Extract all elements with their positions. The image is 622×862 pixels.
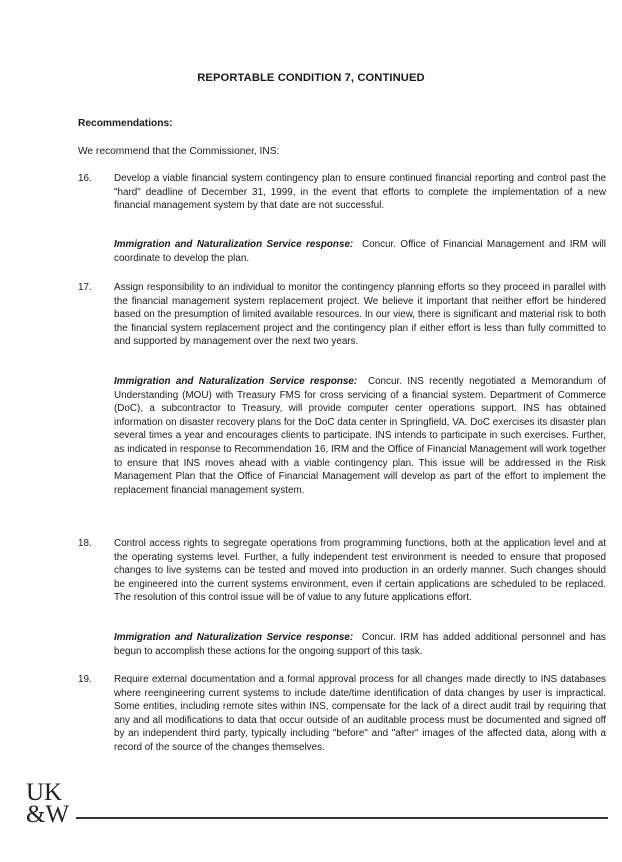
item-number: 17. xyxy=(78,282,92,293)
item-number: 16. xyxy=(78,173,92,184)
response-paragraph xyxy=(114,238,606,265)
response-paragraph xyxy=(114,631,606,658)
page-title: REPORTABLE CONDITION 7, CONTINUED xyxy=(197,72,425,84)
response-label: Immigration and Naturalization Service response: xyxy=(114,632,354,643)
recommendations-heading: Recommendations: xyxy=(78,118,173,129)
response-label: Immigration and Naturalization Service response: xyxy=(114,376,358,387)
item-number: 18. xyxy=(78,538,92,549)
response-text: Concur. IRM has added additional personnel and has begun to accomplish these actions for the ongoing support of this task. xyxy=(114,632,606,657)
logo-line-2: &W xyxy=(26,801,70,828)
response-text: Concur. INS recently negotiated a Memorandum of Understanding (MOU) with Treasury FMS for cross servicing of a financial system. Department of Commerce (DoC), a subcontractor to Treasury, will provide computer center operations support. INS has obtained information on disaster recovery plans for the DoC data center in Springfield, VA. DoC exercises its disaster plan several times a year and encourages clients to participate. INS intends to participate in such exercises. Further, as indicated in response to Recommendation 16, IRM and the Office of Financial Management will work together to ensure that INS moves ahead with a viable contingency plan. This issue will be addressed in the Risk Management Plan that the Office of Financial Management will develop as part of the effort to implement the replacement financial management system. xyxy=(114,376,606,496)
response-paragraph xyxy=(114,375,606,497)
firm-logo xyxy=(26,779,70,828)
response-text: Concur. Office of Financial Management and IRM will coordinate to develop the plan. xyxy=(114,239,606,264)
recommendation-text: Assign responsibility to an individual to monitor the contingency planning efforts so they proceed in parallel with the financial management system replacement project. We believe it important that neither effort be hindered based on the presumption of limited available resources. In our view, there is significant and material risk to both the financial system replacement project and the contingency plan if either effort is less than fully committed to and supported by management over the next two years. xyxy=(114,282,606,348)
recommendation-text: Require external documentation and a formal approval process for all changes made directly to INS databases where reengineering current systems to include date/time identification of data changes by user is impractical. Some entities, including remote sites within INS, compensate for the lack of a direct audit trail by requiring that any and all modifications to data that occur outside of an auditable process must be documented and signed off by an independent third party, typically including "before" and "after" images of the affected data, along with a record of the source of the changes themselves. xyxy=(114,674,606,753)
logo-line-1: UK xyxy=(26,779,63,806)
footer-rule xyxy=(76,817,608,819)
recommendation-text: Develop a viable financial system contingency plan to ensure continued financial reporting and control past the "hard" deadline of December 31, 1999, in the event that efforts to complete the implementation of a new financial management system by that date are not successful. xyxy=(114,173,606,212)
item-number: 19. xyxy=(78,674,92,685)
intro-text: We recommend that the Commissioner, INS: xyxy=(78,146,280,157)
recommendation-text: Control access rights to segregate operations from programming functions, both at the application level and at the operating systems level. Further, a fully independent test environment is needed to ensure that proposed changes to live systems can be tested and moved into production in an orderly manner. Such changes should be engineered into the current systems environment, even if certain applications are scheduled to be replaced. The resolution of this control issue will be of value to any future applications effort. xyxy=(114,538,606,604)
response-label: Immigration and Naturalization Service response: xyxy=(114,239,354,250)
